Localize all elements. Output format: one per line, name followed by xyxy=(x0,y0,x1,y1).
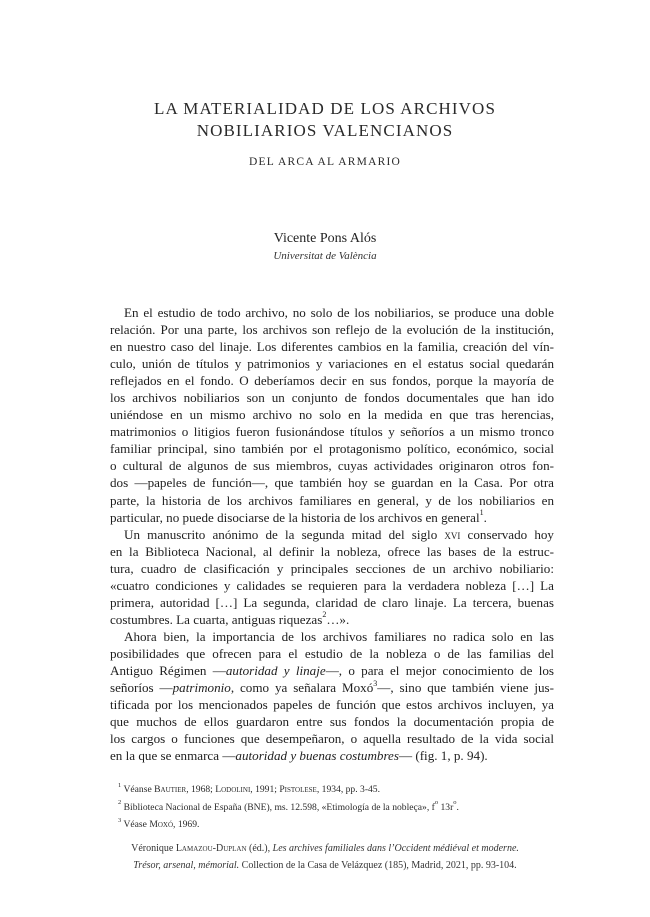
credit-text: Véronique xyxy=(131,843,176,854)
body-line: parte, la historia de los archivos familiares en general, y de los nobiliarios en xyxy=(110,492,554,508)
body-line: en la Biblioteca Nacional, al definir la nobleza, ofrece las bases de la estruc- xyxy=(110,543,554,559)
italic-phrase: patrimonio xyxy=(172,680,231,696)
footnote-1 xyxy=(118,781,558,799)
author-name: Vicente Pons Alós xyxy=(273,231,377,246)
footnote-text: Véase xyxy=(123,819,150,830)
footnote-marker: 3 xyxy=(118,816,122,824)
credit-text: Collection de la Casa de Velázquez (185), Madrid, 2021, pp. 93-104. xyxy=(239,860,517,871)
body-text-run: Antiguo Régimen — xyxy=(110,662,226,678)
body-line: culo, unión de títulos y patrimonios y variaciones en el estatus social quedarán xyxy=(110,356,554,372)
body-text-run: en la que se enmarca — xyxy=(110,748,236,764)
body-text-run: —, sino que también viene jus- xyxy=(377,680,554,696)
body-text-run: conservado hoy xyxy=(460,526,554,542)
body-line: los archivos nobiliarios son un conjunto de fondos documentales que han ido xyxy=(110,390,554,406)
body-text xyxy=(110,304,554,764)
body-line: tura, cuadro de clasificación y principales secciones de un archivo nobiliario: xyxy=(110,560,554,576)
footnote-3 xyxy=(118,816,558,834)
footnote-text: . xyxy=(456,801,459,813)
body-line: en nuestro caso del linaje. Los diferentes cambios en la familia, creación del vín- xyxy=(110,339,554,355)
body-line xyxy=(110,679,554,696)
body-line: los cargos o funciones que desempeñaron, o aquella resultado de la vida social xyxy=(110,731,554,747)
body-text-run: —, o para el mejor conocimiento de los xyxy=(325,662,554,678)
body-line: tificada por los mencionados papeles de función que estos archivos incluyen, ya xyxy=(110,697,554,713)
footnote-ref-1[interactable]: 1 xyxy=(479,508,484,518)
body-text-run: señoríos — xyxy=(110,680,173,696)
footnote-marker: 1 xyxy=(118,781,122,789)
author-smallcaps: Pistolese xyxy=(279,784,317,795)
body-line xyxy=(110,509,554,526)
body-line: uniéndose en un mismo archivo no solo en la medida en que tras herencias, xyxy=(110,407,554,423)
body-text-run: costumbres. La cuarta, antiguas riquezas xyxy=(110,611,323,627)
author-affiliation: Universitat de València xyxy=(273,250,377,262)
article-title-line-2: NOBILIARIOS VALENCIANOS xyxy=(196,121,454,140)
credit-text: (éd.), xyxy=(246,843,273,854)
body-line xyxy=(110,611,554,628)
body-text-run: , como ya señalara Moxó xyxy=(230,680,374,696)
italic-phrase: autoridad y linaje xyxy=(225,662,326,678)
editor-smallcaps: Lamazou-Duplan xyxy=(175,843,247,854)
article-title-line-1: LA MATERIALIDAD DE LOS ARCHIVOS xyxy=(154,99,496,118)
footnote-marker: 2 xyxy=(118,799,122,807)
footnote-text: , 1968; xyxy=(186,784,216,795)
credit-line-1 xyxy=(0,840,650,857)
author-smallcaps: Bautier xyxy=(154,784,187,795)
body-line: que muchos de ellos guardaron entre sus fondos la documentación propia de xyxy=(110,714,554,730)
credit-line-2 xyxy=(0,857,650,874)
body-text-run: …». xyxy=(326,611,350,627)
body-line: «cuatro condiciones y calidades se requieren para la verdadera nobleza […] La xyxy=(110,577,554,593)
body-line: Ahora bien, la importancia de los archivos familiares no radica solo en las xyxy=(124,628,554,644)
footnotes xyxy=(118,781,558,834)
book-title: Les archives familiales dans l’Occident médiéval et moderne. xyxy=(272,843,519,854)
body-text-run: particular, no puede disociarse de la historia de los archivos en general xyxy=(110,509,480,525)
body-line: relación. Por una parte, los archivos son reflejo de la evolución de la institución, xyxy=(110,322,554,338)
body-line: primera, autoridad […] La segunda, claridad de claro linaje. La tercera, buenas xyxy=(110,594,554,610)
body-line: reflejados en el fondo. O deberíamos decir en sus fondos, porque la mayoría de xyxy=(110,373,554,389)
body-text-run: . xyxy=(483,509,487,525)
superscript-o: o xyxy=(453,799,457,807)
body-line xyxy=(110,526,554,543)
footnote-text: Biblioteca Nacional de España (BNE), ms. 12.598, «Etimología de la nobleça», f xyxy=(123,801,435,813)
century-numeral: xvi xyxy=(444,526,461,542)
italic-phrase: autoridad y buenas costumbres xyxy=(235,748,399,764)
superscript-o: o xyxy=(434,799,439,807)
body-text-run: Un manuscrito anónimo de la segunda mitad del siglo xyxy=(124,526,445,542)
body-line: familiar principal, sino también por el protagonismo político, económico, social xyxy=(110,441,554,457)
article-subtitle: DEL ARCA AL ARMARIO xyxy=(249,156,401,168)
author-smallcaps: Moxó xyxy=(149,819,174,830)
body-line: matrimonios o litigios fueron fusionándose títulos y señoríos a un mismo tronco xyxy=(110,424,554,440)
book-title: Trésor, arsenal, mémorial. xyxy=(133,860,240,871)
body-text-run: — (fig. 1, p. 94). xyxy=(398,748,488,764)
body-line: dos —papeles de función—, que también hoy se guardan en la Casa. Por otra xyxy=(110,475,554,491)
body-line xyxy=(110,662,554,679)
body-line: posibilidades que ofrecen para el estudio de la nobleza o de las familias del xyxy=(110,645,554,661)
body-line: o cultural de algunos de sus miembros, cuyas actividades originaron otros fon- xyxy=(110,458,554,474)
footnote-ref-2[interactable]: 2 xyxy=(322,610,327,620)
footnote-text: 13r xyxy=(438,801,454,813)
body-line: En el estudio de todo archivo, no solo de los nobiliarios, se produce una doble xyxy=(124,305,554,320)
publication-credit xyxy=(0,840,650,874)
footnote-text: , 1934, pp. 3-45. xyxy=(316,784,380,795)
author-smallcaps: Lodolini xyxy=(215,784,251,795)
footnote-text: , 1969. xyxy=(173,819,200,830)
body-line xyxy=(110,747,554,764)
footnote-2 xyxy=(118,799,558,817)
footnote-text: , 1991; xyxy=(250,784,280,795)
footnote-ref-3[interactable]: 3 xyxy=(373,678,378,688)
footnote-text: Véanse xyxy=(123,784,155,795)
